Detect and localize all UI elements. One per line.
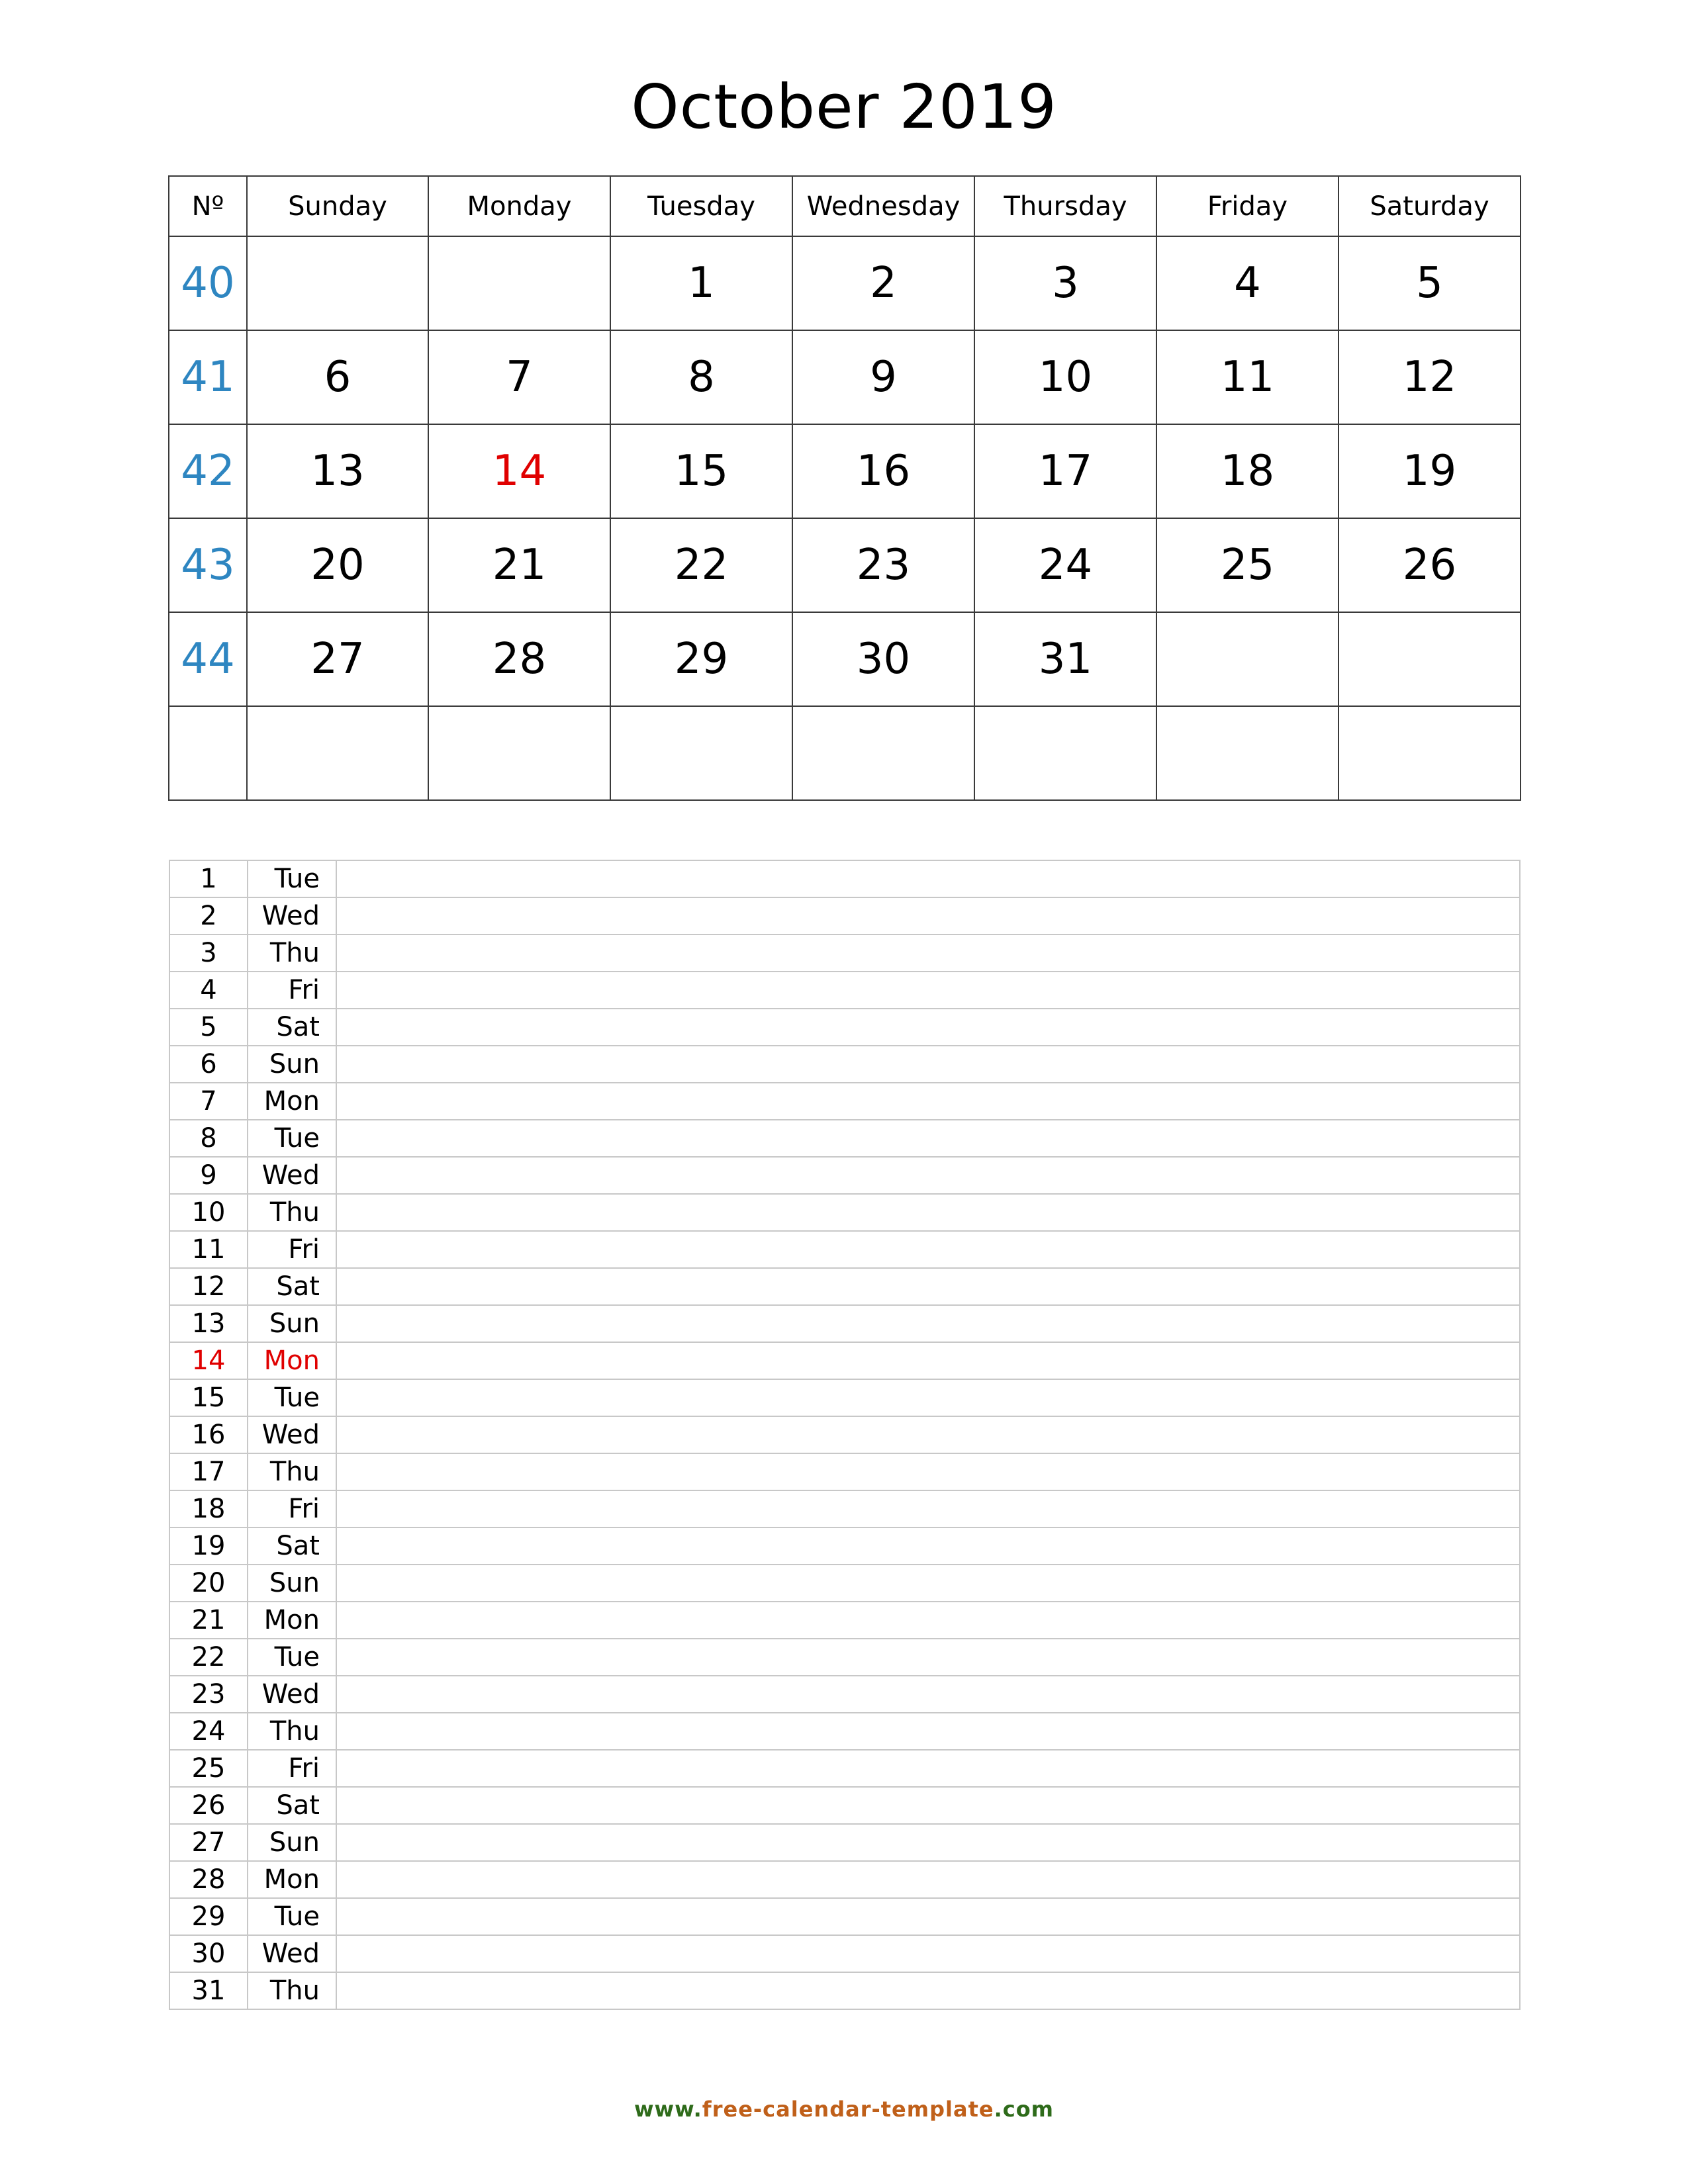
daily-note-field[interactable] [336, 860, 1520, 897]
page-title: October 2019 [631, 71, 1057, 142]
empty-day-cell [1338, 706, 1521, 800]
daily-row [169, 860, 1520, 897]
daily-day-number: 11 [169, 1231, 248, 1268]
empty-day-cell [792, 706, 974, 800]
daily-weekday: Wed [248, 1676, 336, 1713]
daily-weekday: Sat [248, 1787, 336, 1824]
daily-day-number: 25 [169, 1750, 248, 1787]
week-number: 40 [169, 236, 247, 330]
day-cell: 15 [610, 424, 792, 518]
daily-row [169, 1898, 1520, 1935]
daily-day-number: 15 [169, 1379, 248, 1416]
footer-website [0, 2097, 1688, 2122]
daily-row [169, 1935, 1520, 1972]
day-cell: 6 [247, 330, 428, 424]
daily-weekday: Thu [248, 1972, 336, 2009]
daily-row [169, 1787, 1520, 1824]
daily-note-field[interactable] [336, 1194, 1520, 1231]
weekday-header-tuesday: Tuesday [610, 176, 792, 236]
day-cell: 5 [1338, 236, 1521, 330]
daily-weekday: Wed [248, 1416, 336, 1453]
daily-day-number: 6 [169, 1046, 248, 1083]
daily-day-number: 18 [169, 1490, 248, 1527]
daily-note-field[interactable] [336, 1268, 1520, 1305]
daily-weekday: Mon [248, 1602, 336, 1639]
daily-note-field[interactable] [336, 1527, 1520, 1565]
daily-weekday: Wed [248, 1157, 336, 1194]
daily-note-field[interactable] [336, 1676, 1520, 1713]
daily-weekday: Thu [248, 934, 336, 972]
empty-day-cell [1338, 612, 1521, 706]
day-cell: 21 [428, 518, 610, 612]
daily-weekday: Mon [248, 1861, 336, 1898]
daily-day-number: 2 [169, 897, 248, 934]
week-number: 44 [169, 612, 247, 706]
empty-day-cell [1156, 612, 1338, 706]
day-cell: 28 [428, 612, 610, 706]
week-row [169, 236, 1521, 330]
day-cell: 8 [610, 330, 792, 424]
daily-weekday: Thu [248, 1453, 336, 1490]
day-cell: 11 [1156, 330, 1338, 424]
daily-day-number: 7 [169, 1083, 248, 1120]
daily-row [169, 1009, 1520, 1046]
daily-row [169, 1379, 1520, 1416]
daily-day-number: 5 [169, 1009, 248, 1046]
empty-day-cell [428, 706, 610, 800]
daily-row [169, 1120, 1520, 1157]
day-cell: 1 [610, 236, 792, 330]
daily-weekday: Wed [248, 1935, 336, 1972]
daily-note-field[interactable] [336, 972, 1520, 1009]
daily-row [169, 1639, 1520, 1676]
daily-row [169, 934, 1520, 972]
day-cell: 19 [1338, 424, 1521, 518]
daily-row [169, 1861, 1520, 1898]
daily-day-number: 17 [169, 1453, 248, 1490]
daily-day-number: 23 [169, 1676, 248, 1713]
daily-day-number: 14 [169, 1342, 248, 1379]
daily-row [169, 1972, 1520, 2009]
daily-note-field[interactable] [336, 1861, 1520, 1898]
daily-note-field[interactable] [336, 1305, 1520, 1342]
daily-weekday: Tue [248, 860, 336, 897]
day-cell: 16 [792, 424, 974, 518]
daily-note-field[interactable] [336, 1898, 1520, 1935]
week-row [169, 424, 1521, 518]
weekday-header-wednesday: Wednesday [792, 176, 974, 236]
daily-day-number: 24 [169, 1713, 248, 1750]
weekday-header-friday: Friday [1156, 176, 1338, 236]
daily-day-number: 19 [169, 1527, 248, 1565]
weekday-header-row [169, 176, 1521, 236]
day-cell: 12 [1338, 330, 1521, 424]
daily-weekday: Fri [248, 1750, 336, 1787]
week-row [169, 518, 1521, 612]
day-cell: 3 [974, 236, 1156, 330]
daily-note-field[interactable] [336, 1379, 1520, 1416]
daily-row [169, 1490, 1520, 1527]
daily-day-number: 21 [169, 1602, 248, 1639]
weekday-header-monday: Monday [428, 176, 610, 236]
daily-weekday: Tue [248, 1120, 336, 1157]
daily-day-number: 3 [169, 934, 248, 972]
daily-weekday: Thu [248, 1194, 336, 1231]
day-cell: 9 [792, 330, 974, 424]
daily-weekday: Mon [248, 1342, 336, 1379]
daily-weekday: Mon [248, 1083, 336, 1120]
daily-note-field[interactable] [336, 1565, 1520, 1602]
daily-weekday: Thu [248, 1713, 336, 1750]
daily-weekday: Sun [248, 1046, 336, 1083]
daily-row [169, 972, 1520, 1009]
daily-note-field[interactable] [336, 1083, 1520, 1120]
daily-row [169, 1268, 1520, 1305]
day-cell: 23 [792, 518, 974, 612]
daily-note-field[interactable] [336, 1231, 1520, 1268]
day-cell: 18 [1156, 424, 1338, 518]
daily-row [169, 1083, 1520, 1120]
daily-note-field[interactable] [336, 1713, 1520, 1750]
week-number-header: Nº [169, 176, 247, 236]
daily-note-field[interactable] [336, 1602, 1520, 1639]
day-cell: 2 [792, 236, 974, 330]
daily-note-field[interactable] [336, 1453, 1520, 1490]
empty-day-cell [610, 706, 792, 800]
daily-day-number: 27 [169, 1824, 248, 1861]
daily-note-field[interactable] [336, 1972, 1520, 2009]
daily-note-field[interactable] [336, 1120, 1520, 1157]
daily-weekday: Tue [248, 1898, 336, 1935]
daily-row [169, 1602, 1520, 1639]
daily-note-field[interactable] [336, 1342, 1520, 1379]
daily-day-number: 9 [169, 1157, 248, 1194]
daily-weekday: Sat [248, 1527, 336, 1565]
week-row [169, 612, 1521, 706]
daily-weekday: Fri [248, 1231, 336, 1268]
day-cell: 10 [974, 330, 1156, 424]
daily-note-field[interactable] [336, 1787, 1520, 1824]
daily-note-field[interactable] [336, 1046, 1520, 1083]
day-cell: 20 [247, 518, 428, 612]
daily-day-number: 30 [169, 1935, 248, 1972]
daily-note-field[interactable] [336, 897, 1520, 934]
week-row [169, 330, 1521, 424]
daily-note-field[interactable] [336, 934, 1520, 972]
empty-day-cell [247, 706, 428, 800]
daily-day-number: 10 [169, 1194, 248, 1231]
daily-day-number: 12 [169, 1268, 248, 1305]
daily-day-number: 1 [169, 860, 248, 897]
empty-day-cell [1156, 706, 1338, 800]
daily-weekday: Sun [248, 1565, 336, 1602]
daily-note-field[interactable] [336, 1639, 1520, 1676]
daily-row [169, 1676, 1520, 1713]
footer-domain: free-calendar-template [702, 2097, 994, 2122]
month-calendar-grid [168, 175, 1521, 801]
week-row [169, 706, 1521, 800]
daily-day-number: 20 [169, 1565, 248, 1602]
weekday-header-sunday: Sunday [247, 176, 428, 236]
daily-day-number: 4 [169, 972, 248, 1009]
daily-weekday: Sun [248, 1305, 336, 1342]
daily-row [169, 1527, 1520, 1565]
daily-note-field[interactable] [336, 1750, 1520, 1787]
daily-day-number: 29 [169, 1898, 248, 1935]
daily-row [169, 1565, 1520, 1602]
daily-day-number: 16 [169, 1416, 248, 1453]
week-number: 43 [169, 518, 247, 612]
daily-row [169, 1713, 1520, 1750]
daily-notes-list [169, 860, 1521, 2010]
day-cell: 17 [974, 424, 1156, 518]
daily-note-field[interactable] [336, 1009, 1520, 1046]
daily-weekday: Tue [248, 1379, 336, 1416]
daily-row [169, 1157, 1520, 1194]
footer-tld: .com [994, 2097, 1055, 2122]
daily-row [169, 1194, 1520, 1231]
daily-day-number: 8 [169, 1120, 248, 1157]
daily-weekday: Wed [248, 897, 336, 934]
daily-row [169, 897, 1520, 934]
daily-note-field[interactable] [336, 1935, 1520, 1972]
weekday-header-thursday: Thursday [974, 176, 1156, 236]
daily-weekday: Tue [248, 1639, 336, 1676]
weekday-header-saturday: Saturday [1338, 176, 1521, 236]
daily-row [169, 1453, 1520, 1490]
daily-weekday: Sat [248, 1268, 336, 1305]
daily-row [169, 1342, 1520, 1379]
daily-note-field[interactable] [336, 1157, 1520, 1194]
day-cell: 31 [974, 612, 1156, 706]
daily-day-number: 31 [169, 1972, 248, 2009]
daily-row [169, 1750, 1520, 1787]
daily-day-number: 26 [169, 1787, 248, 1824]
daily-row [169, 1046, 1520, 1083]
day-cell: 4 [1156, 236, 1338, 330]
week-number: 41 [169, 330, 247, 424]
daily-row [169, 1416, 1520, 1453]
day-cell: 7 [428, 330, 610, 424]
daily-note-field[interactable] [336, 1416, 1520, 1453]
daily-note-field[interactable] [336, 1490, 1520, 1527]
daily-day-number: 13 [169, 1305, 248, 1342]
empty-day-cell [974, 706, 1156, 800]
empty-day-cell [247, 236, 428, 330]
day-cell: 29 [610, 612, 792, 706]
day-cell: 27 [247, 612, 428, 706]
daily-weekday: Sun [248, 1824, 336, 1861]
daily-row [169, 1231, 1520, 1268]
day-cell: 24 [974, 518, 1156, 612]
day-cell: 25 [1156, 518, 1338, 612]
week-number [169, 706, 247, 800]
empty-day-cell [428, 236, 610, 330]
daily-note-field[interactable] [336, 1824, 1520, 1861]
daily-row [169, 1824, 1520, 1861]
week-number: 42 [169, 424, 247, 518]
day-cell: 30 [792, 612, 974, 706]
day-cell: 14 [428, 424, 610, 518]
daily-weekday: Fri [248, 972, 336, 1009]
daily-day-number: 22 [169, 1639, 248, 1676]
day-cell: 22 [610, 518, 792, 612]
daily-weekday: Sat [248, 1009, 336, 1046]
daily-weekday: Fri [248, 1490, 336, 1527]
footer-www: www. [633, 2097, 702, 2122]
day-cell: 26 [1338, 518, 1521, 612]
daily-day-number: 28 [169, 1861, 248, 1898]
daily-row [169, 1305, 1520, 1342]
day-cell: 13 [247, 424, 428, 518]
